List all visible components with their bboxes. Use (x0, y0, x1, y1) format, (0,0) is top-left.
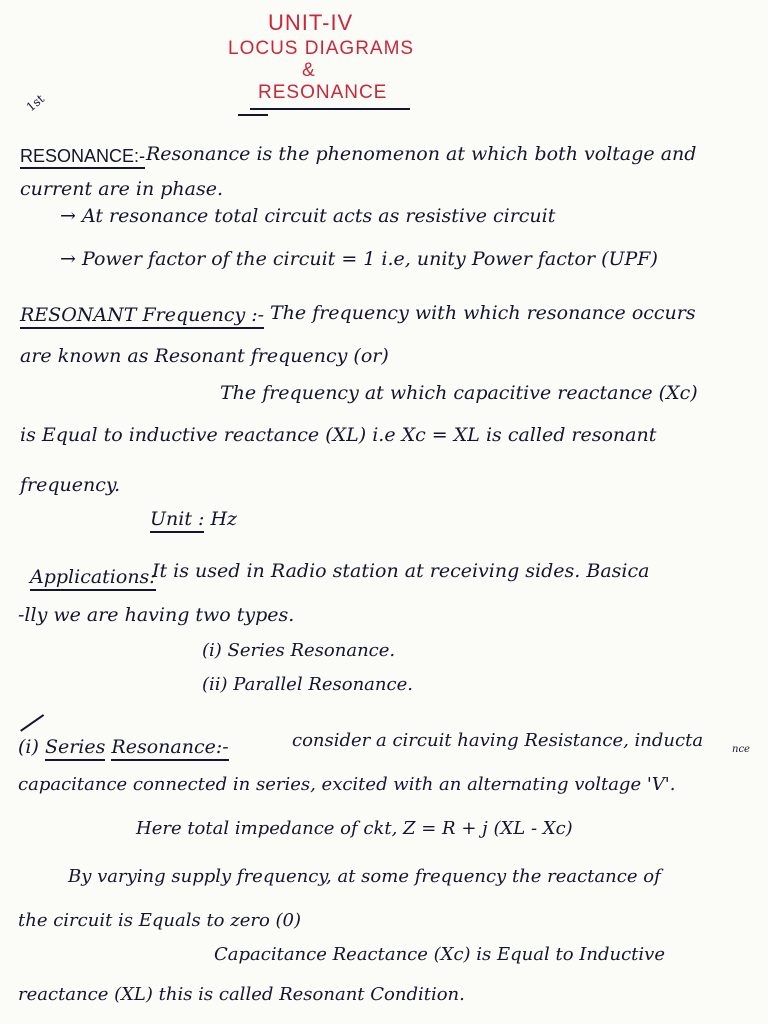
title-underline-short (238, 114, 268, 116)
series-line1: consider a circuit having Resistance, inducta (292, 730, 704, 751)
resonance-line1: Resonance is the phenomenon at which both voltage and (146, 143, 697, 165)
resonant-frequency-line3: The frequency at which capacitive reactance (Xc) (220, 382, 698, 404)
margin-tick (20, 714, 44, 731)
series-line6: Capacitance Reactance (Xc) is Equal to Inductive (214, 944, 665, 965)
unit-value: Hz (210, 508, 238, 530)
resonance-heading-text: RESONANCE:- (20, 146, 145, 169)
unit-title: UNIT-IV (268, 10, 354, 35)
title-underline (250, 108, 410, 110)
resonance-line2: current are in phase. (20, 178, 224, 200)
applications-line1: It is used in Radio station at receiving sides. Basica (152, 560, 650, 582)
ampersand: & (302, 60, 316, 81)
series-line4: By varying supply frequency, at some frequency the reactance of (68, 866, 661, 887)
resonant-frequency-heading (20, 304, 264, 326)
series-number: (i) (18, 736, 39, 758)
resonant-frequency-heading-text: RESONANT Frequency :- (20, 304, 264, 329)
resonance-title: RESONANCE (258, 82, 388, 103)
series-resonance-heading (18, 736, 229, 758)
unit-label: Unit : (150, 508, 204, 533)
applications-heading-text: Applications: (30, 566, 156, 591)
series-line2: capacitance connected in series, excited with an alternating voltage 'V'. (18, 774, 676, 795)
resonant-frequency-line5: frequency. (20, 474, 121, 496)
applications-heading (30, 566, 156, 588)
resonant-frequency-line2: are known as Resonant frequency (or) (20, 345, 389, 367)
series-heading-word2: Resonance:- (111, 736, 228, 761)
series-nce: nce (732, 744, 750, 755)
resonant-frequency-line4: is Equal to inductive reactance (XL) i.e Xc = XL is called resonant (20, 424, 657, 446)
resonance-bullet1: → At resonance total circuit acts as resistive circuit (60, 205, 556, 227)
series-heading-word1: Series (45, 736, 105, 761)
series-line5: the circuit is Equals to zero (0) (18, 910, 302, 931)
resonant-frequency-line1: The frequency with which resonance occurs (270, 302, 696, 324)
applications-item1: (i) Series Resonance. (202, 640, 396, 661)
series-line3: Here total impedance of ckt, Z = R + j (XL - Xc) (136, 818, 573, 839)
applications-line2: -lly we are having two types. (18, 604, 295, 626)
margin-note: 1st (23, 91, 47, 115)
resonance-heading (20, 146, 145, 167)
applications-item2: (ii) Parallel Resonance. (202, 674, 413, 695)
unit-line (150, 508, 237, 530)
locus-title: LOCUS DIAGRAMS (228, 38, 415, 59)
series-line7: reactance (XL) this is called Resonant Condition. (18, 984, 465, 1005)
resonance-bullet2: → Power factor of the circuit = 1 i.e, unity Power factor (UPF) (60, 248, 658, 270)
